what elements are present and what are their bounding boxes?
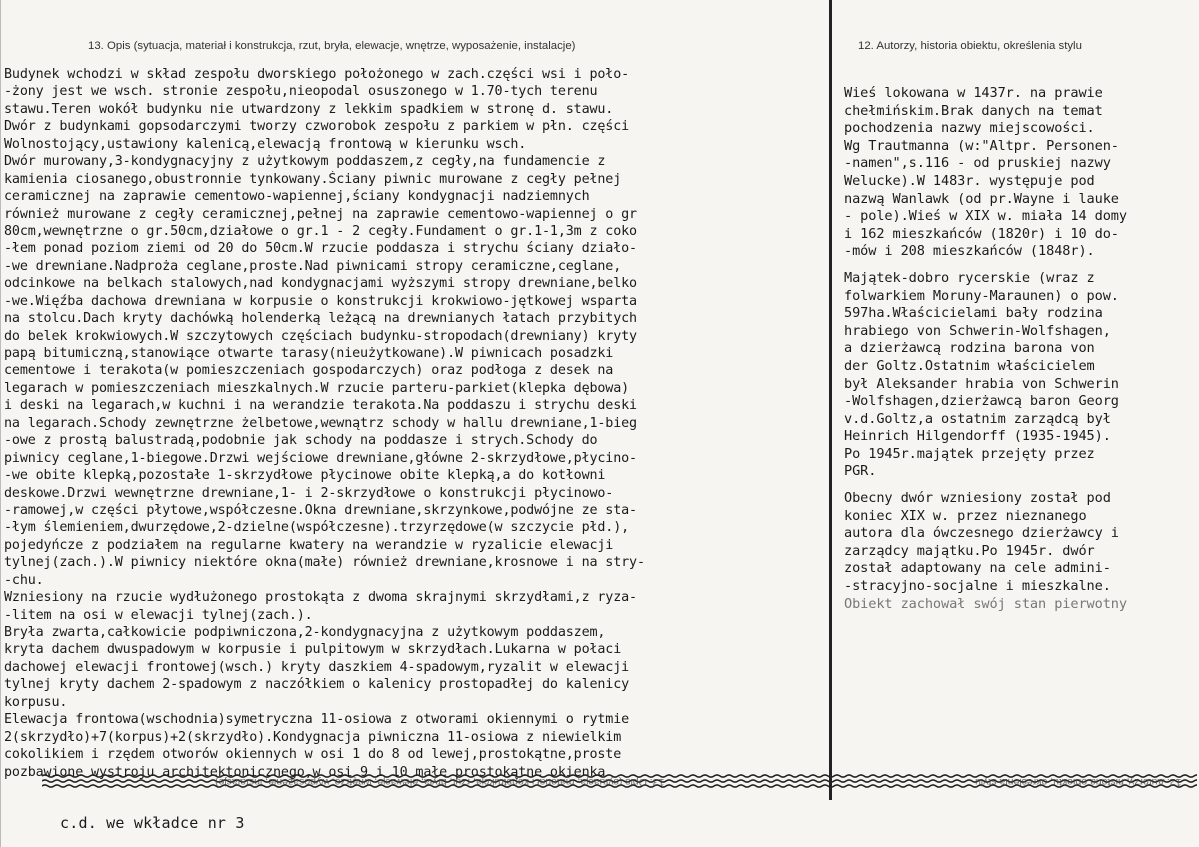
column-divider <box>829 0 832 800</box>
history-line: -mów i 208 mieszkańców (1848r). <box>844 243 1095 260</box>
paragraph-gap <box>844 261 1196 270</box>
history-line: folwarkiem Moruny-Maraunen) o pow. <box>844 287 1119 304</box>
description-line: Bryła zwarta,całkowicie podpiwniczona,2-kondygnacyjna z użytkowym poddaszem, <box>4 625 606 640</box>
description-line: 2(skrzydło)+7(korpus)+2(skrzydło).Kondygnacja piwniczna 11-osiowa z niewielkim <box>4 729 622 745</box>
description-line: korpusu. <box>4 694 68 710</box>
history-line: v.d.Goltz,a ostatnim zarządcą był <box>844 410 1111 427</box>
history-line: -stracyjno-socjalne i mieszkalne. <box>844 578 1111 595</box>
history-line: był Aleksander hrabia von Schwerin <box>844 375 1119 392</box>
description-line: Dwór z budynkami gopsodarczymi tworzy czworobok zespołu z parkiem w płn. części <box>4 119 630 135</box>
history-line: chełmińskim.Brak danych na temat <box>844 102 1103 119</box>
history-line: Majątek-dobro rycerskie (wraz z <box>844 269 1095 286</box>
paragraph-gap <box>844 481 1196 490</box>
description-line: Elewacja frontowa(wschodnia)symetryczna 11-osiowa z otworami okiennymi o rytmie <box>4 712 630 728</box>
history-line: został adaptowany na cele admini- <box>844 560 1111 577</box>
description-line: odcinkowe na belkach stalowych,nad kondygnacjami wyższymi stropy drewniane,belko <box>4 276 637 292</box>
description-line: Dwór murowany,3-kondygnacyjny z użytkowym poddaszem,z cegły,na fundamencie z <box>4 154 606 170</box>
description-line: tylnej kryty dachem 2-spadowym z naczółkiem o kalenicy prostopadłej do kalenicy <box>4 677 630 693</box>
description-line: -łym ślemieniem,dwurzędowe,2-dzielne(współczesne).trzyrzędowe(w szczycie płd.), <box>4 520 630 536</box>
history-line: Obecny dwór wzniesiony został pod <box>844 490 1111 507</box>
description-line: tylnej(zach.).W piwnicy niektóre okna(małe) również drewniane,krosnowe i na stry- <box>4 555 645 571</box>
description-line: Wolnostojący,ustawiony kalenicą,elewacją frontową w kierunku wsch. <box>4 136 527 152</box>
history-line: -Wolfshagen,dzierżawcą baron Georg <box>844 393 1119 410</box>
description-line: -łem ponad poziom ziemi od 20 do 50cm.W rzucie poddasza i strychu ściany działo- <box>4 241 637 257</box>
section-12-header: 12. Autorzy, historia obiektu, określenia stylu <box>858 40 1082 52</box>
description-line: -ramowej,w części płytowe,współczesne.Okna drewniane,skrzynkowe,podwójne ze sta- <box>4 502 637 518</box>
description-line: -żony jest we wsch. stronie zespołu,nieopodal osuszonego w 1.70-tych terenu <box>4 84 598 100</box>
continuation-note: c.d. we wkładce nr 3 <box>60 814 245 832</box>
description-line: piwnicy ceglane,1-biegowe.Drzwi wejściowe drewniane,główne 2-skrzydłowe,płycino- <box>4 450 637 466</box>
description-line: -chu. <box>4 572 44 588</box>
description-line: -we drewniane.Nadproża ceglane,proste.Nad piwnicami stropy ceramiczne,ceglane, <box>4 258 622 274</box>
section-13-header: 13. Opis (sytuacja, materiał i konstrukcja, rzut, bryła, elewacje, wnętrze, wyposażenie, instalacje) <box>88 40 576 52</box>
history-line: der Goltz.Ostatnim właścicielem <box>844 357 1095 374</box>
description-line: cokolikiem i rzędem otworów okiennych w osi 1 do 8 od lewej,prostokątne,proste <box>4 747 622 763</box>
description-line: również murowane z cegły ceramicznej,pełnej na zaprawie cementowo-wapiennej o gr <box>4 206 637 222</box>
history-line: Welucke).W 1483r. występuje pod <box>844 172 1095 189</box>
history-line: 597ha.Właścicielami bały rodzina <box>844 305 1103 322</box>
history-line: zarządcy majątku.Po 1945r. dwór <box>844 542 1095 559</box>
history-line: i 162 mieszkańców (1820r) i 10 do- <box>844 225 1119 242</box>
description-line: kryta dachem dwuspadowym w korpusie i pulpitowym w skrzydłach.Lukarna w połaci <box>4 642 622 658</box>
history-line: autora dla ówczesnego dzierżawcy i <box>844 525 1119 542</box>
description-line: stawu.Teren wokół budynku nie utwardzony z lekkim spadkiem w stronę d. stawu. <box>4 101 614 117</box>
history-line: Po 1945r.majątek przejęty przez <box>844 445 1095 462</box>
description-line: 80cm,wewnętrzne o gr.50cm,działowe o gr.1 - 2 cegły.Fundament o gr.1-1,3m z coko <box>4 223 637 239</box>
mirrored-section-12-header: 12. Autorzy, historia obiektu, określenia stylu <box>975 776 1182 788</box>
description-line: cementowe i terakota(w pomieszczeniach gospodarczych) oraz podłoga z desek na <box>4 363 614 379</box>
history-line: Wg Trautmanna (w:"Altpr. Personen- <box>844 137 1119 154</box>
description-line: -we obite klepką,pozostałe 1-skrzydłowe płycinowe obite klepką,a do kotłowni <box>4 468 606 484</box>
description-line: dachowej elewacji frontowej(wsch.) kryty daszkiem 4-spadowym,ryzalit w elewacji <box>4 659 630 675</box>
left-edge-line <box>0 0 1 847</box>
history-line: - pole).Wieś w XIX w. miała 14 domy <box>844 208 1127 225</box>
description-line: pozbawione wystroju architektonicznego,w osi 9 i 10 małe prostokątne okienka <box>4 764 606 780</box>
description-line: legarach w pomieszczeniach mieszkalnych.W rzucie parteru-parkiet(klepka dębowa) <box>4 380 630 396</box>
description-line: Budynek wchodzi w skład zespołu dworskiego położonego w zach.części wsi i poło- <box>4 67 630 82</box>
description-line: -we.Więźba dachowa drewniana w korpusie o konstrukcji krokwiowo-jętkowej wsparta <box>4 293 637 309</box>
history-text <box>844 85 1196 613</box>
description-line: na legarach.Schody zewnętrzne żelbetowe,wewnątrz schody w hallu drewniane,1-bieg <box>4 415 637 431</box>
history-line: Heinrich Hilgendorff (1935-1945). <box>844 428 1111 445</box>
history-line: pochodzenia nazwy miejscowości. <box>844 120 1095 137</box>
history-line: hrabiego von Schwerin-Wolfshagen, <box>844 322 1111 339</box>
description-line: do belek krokwiowych.W szczytowych częściach budynku-stropodach(drewniany) kryty <box>4 328 637 344</box>
history-line: nazwą Wanlawk (od pr.Wayne i lauke <box>844 190 1119 207</box>
description-line: na stolcu.Dach kryty dachówką holenderką leżącą na drewnianych łatach przybitych <box>4 311 637 327</box>
description-line: pojedyńcze z podziałem na regularne kwatery na werandzie w ryzalicie elewacji <box>4 537 614 553</box>
description-line: papą bitumiczną,stanowiące otwarte tarasy(nieużytkowane).W piwnicach posadzki <box>4 346 614 361</box>
description-line: ceramicznej na zaprawie cementowo-wapiennej,ściany kondygnacji nadziemnych <box>4 189 590 205</box>
description-text <box>4 66 826 781</box>
history-line: Obiekt zachował swój stan pierwotny <box>844 595 1127 612</box>
description-line: deskowe.Drzwi wewnętrzne drewniane,1- i 2-skrzydłowe o konstrukcji płycinowo- <box>4 485 614 501</box>
description-line: kamienia ciosanego,obustronnie tynkowany.Ściany piwnic murowane z cegły pełnej <box>4 171 622 187</box>
history-line: -namen",s.116 - od pruskiej nazwy <box>844 155 1111 172</box>
history-line: Wieś lokowana w 1437r. na prawie <box>844 85 1103 101</box>
description-line: -litem na osi w elewacji tylnej(zach.). <box>4 607 313 623</box>
history-line: a dzierżawcą rodzina barona von <box>844 340 1095 357</box>
history-line: koniec XIX w. przez nieznanego <box>844 507 1087 524</box>
history-line: PGR. <box>844 463 877 480</box>
description-line: -owe z prostą balustradą,podobnie jak schody na poddasze i strych.Schody do <box>4 433 598 449</box>
description-line: Wzniesiony na rzucie wydłużonego prostokąta z dwoma skrajnymi skrzydłami,z ryza- <box>4 590 637 606</box>
description-line: i deski na legarach,w kuchni i na werandzie terakota.Na poddaszu i strychu deski <box>4 398 637 414</box>
mirrored-section-13-header: 13. Opis (sytuacja, materiał i konstrukcja, rzut, bryła, elewacje, wnętrze, wyposażenie, instalacje) <box>215 776 665 788</box>
